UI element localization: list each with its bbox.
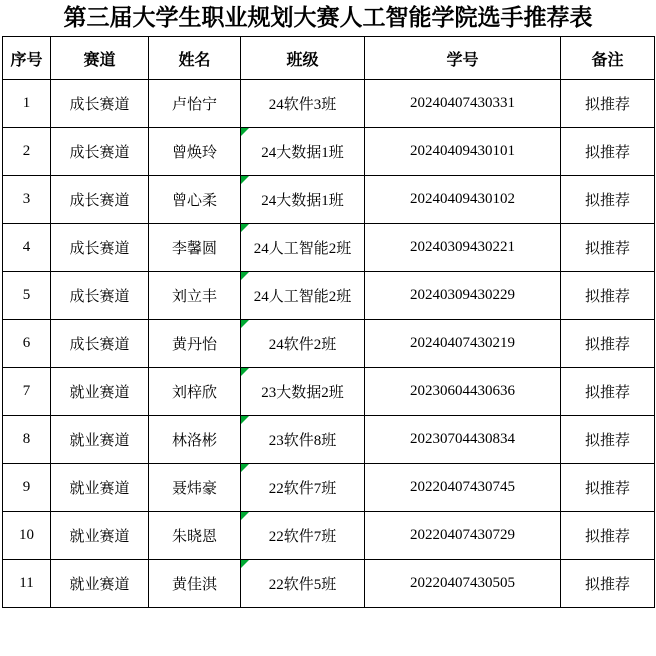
table-body	[3, 80, 655, 608]
cell-class: 22软件7班	[241, 464, 365, 512]
column-header-track: 赛道	[51, 37, 149, 80]
cell-class: 23软件8班	[241, 416, 365, 464]
cell-track: 就业赛道	[51, 512, 149, 560]
cell-track: 就业赛道	[51, 368, 149, 416]
cell-track: 成长赛道	[51, 128, 149, 176]
cell-sid: 20240409430101	[365, 128, 561, 176]
table-row	[3, 128, 655, 176]
cell-class: 22软件5班	[241, 560, 365, 608]
cell-sid: 20230604430636	[365, 368, 561, 416]
cell-sno: 4	[3, 224, 51, 272]
cell-track: 成长赛道	[51, 176, 149, 224]
cell-note: 拟推荐	[561, 224, 655, 272]
cell-note: 拟推荐	[561, 80, 655, 128]
page-title: 第三届大学生职业规划大赛人工智能学院选手推荐表	[63, 5, 593, 30]
cell-note: 拟推荐	[561, 272, 655, 320]
cell-name: 曾焕玲	[149, 128, 241, 176]
cell-class: 23大数据2班	[241, 368, 365, 416]
table-row	[3, 416, 655, 464]
cell-class: 24人工智能2班	[241, 272, 365, 320]
cell-sno: 5	[3, 272, 51, 320]
cell-name: 李馨圆	[149, 224, 241, 272]
cell-sid: 20220407430745	[365, 464, 561, 512]
table-row	[3, 464, 655, 512]
cell-sid: 20220407430729	[365, 512, 561, 560]
column-header-sno: 序号	[3, 37, 51, 80]
cell-sno: 8	[3, 416, 51, 464]
cell-sno: 9	[3, 464, 51, 512]
table-row	[3, 512, 655, 560]
column-header-name: 姓名	[149, 37, 241, 80]
cell-track: 成长赛道	[51, 80, 149, 128]
cell-class: 24大数据1班	[241, 176, 365, 224]
cell-sno: 3	[3, 176, 51, 224]
cell-sid: 20240407430219	[365, 320, 561, 368]
cell-class: 22软件7班	[241, 512, 365, 560]
cell-name: 卢怡宁	[149, 80, 241, 128]
table-row	[3, 368, 655, 416]
table-row	[3, 80, 655, 128]
cell-sid: 20230704430834	[365, 416, 561, 464]
table-row	[3, 272, 655, 320]
cell-note: 拟推荐	[561, 368, 655, 416]
cell-sno: 2	[3, 128, 51, 176]
cell-track: 就业赛道	[51, 464, 149, 512]
cell-name: 聂炜豪	[149, 464, 241, 512]
cell-track: 就业赛道	[51, 560, 149, 608]
cell-class: 24软件2班	[241, 320, 365, 368]
cell-note: 拟推荐	[561, 128, 655, 176]
cell-sid: 20240407430331	[365, 80, 561, 128]
cell-note: 拟推荐	[561, 560, 655, 608]
cell-note: 拟推荐	[561, 416, 655, 464]
cell-note: 拟推荐	[561, 176, 655, 224]
table-header	[3, 37, 655, 80]
cell-note: 拟推荐	[561, 464, 655, 512]
table-header-row	[3, 37, 655, 80]
cell-name: 朱晓恩	[149, 512, 241, 560]
cell-sno: 10	[3, 512, 51, 560]
column-header-note: 备注	[561, 37, 655, 80]
cell-sno: 6	[3, 320, 51, 368]
cell-note: 拟推荐	[561, 512, 655, 560]
cell-name: 林洛彬	[149, 416, 241, 464]
cell-sno: 7	[3, 368, 51, 416]
recommendation-table	[2, 36, 655, 608]
cell-name: 黄丹怡	[149, 320, 241, 368]
cell-name: 曾心柔	[149, 176, 241, 224]
cell-class: 24人工智能2班	[241, 224, 365, 272]
cell-sno: 11	[3, 560, 51, 608]
cell-sno: 1	[3, 80, 51, 128]
table-row	[3, 320, 655, 368]
cell-sid: 20240309430221	[365, 224, 561, 272]
column-header-sid: 学号	[365, 37, 561, 80]
cell-sid: 20240309430229	[365, 272, 561, 320]
cell-sid: 20240409430102	[365, 176, 561, 224]
cell-class: 24大数据1班	[241, 128, 365, 176]
cell-name: 刘梓欣	[149, 368, 241, 416]
cell-track: 成长赛道	[51, 320, 149, 368]
cell-sid: 20220407430505	[365, 560, 561, 608]
table-row	[3, 224, 655, 272]
cell-track: 成长赛道	[51, 272, 149, 320]
cell-class: 24软件3班	[241, 80, 365, 128]
cell-track: 成长赛道	[51, 224, 149, 272]
cell-note: 拟推荐	[561, 320, 655, 368]
table-row	[3, 176, 655, 224]
cell-name: 刘立丰	[149, 272, 241, 320]
cell-track: 就业赛道	[51, 416, 149, 464]
cell-name: 黄佳淇	[149, 560, 241, 608]
column-header-class: 班级	[241, 37, 365, 80]
table-row	[3, 560, 655, 608]
